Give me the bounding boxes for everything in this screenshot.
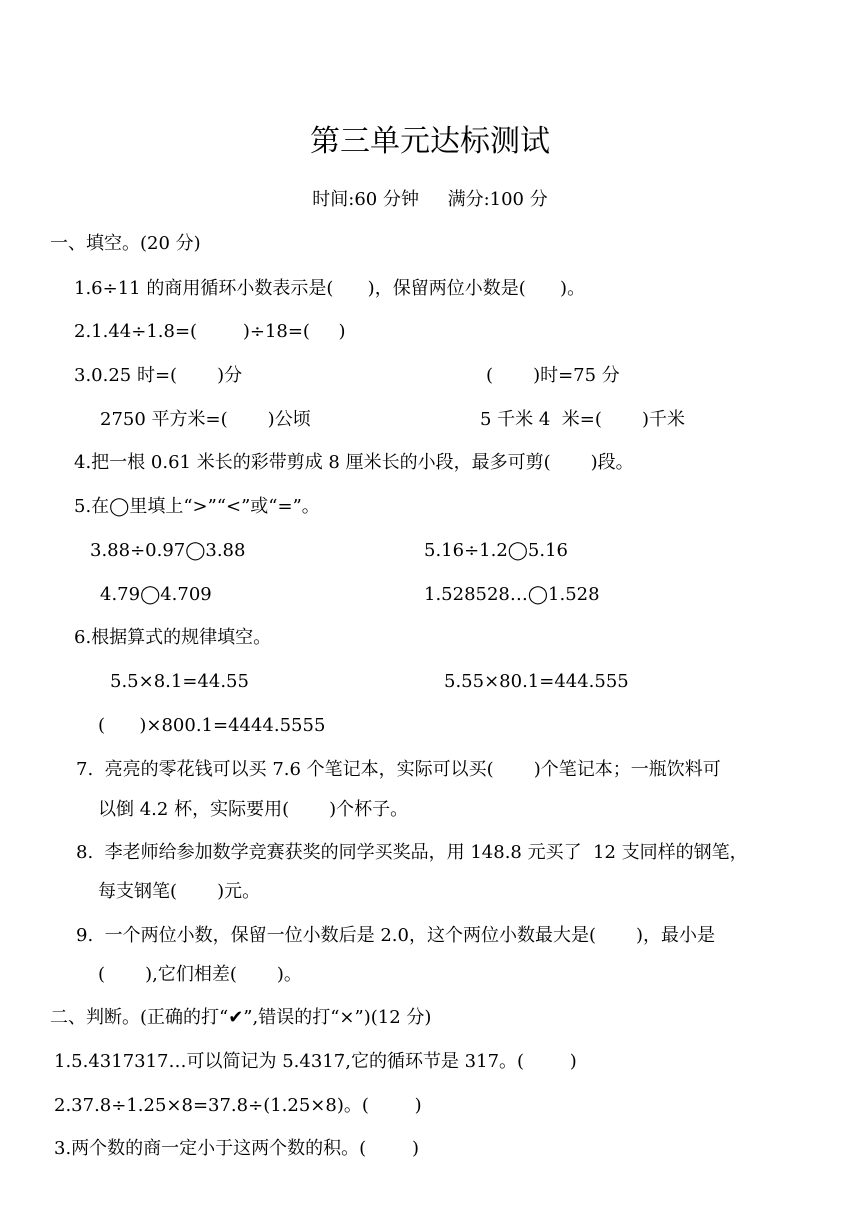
question-6: 6.根据算式的规律填空。 (74, 627, 272, 648)
question-9-line-2: ( ),它们相差( )。 (98, 964, 302, 985)
question-6a: 5.5×8.1=44.55 (110, 671, 249, 692)
question-3a: 3.0.25 时=( )分 (74, 365, 243, 386)
question-7-line-1: 7. 亮亮的零花钱可以买 7.6 个笔记本，实际可以买( )个笔记本；一瓶饮料可 (76, 759, 721, 780)
judge-question-1: 1.5.4317317…可以简记为 5.4317̇,它的循环节是 317。( ) (54, 1051, 577, 1072)
page-title: 第三单元达标测试 (310, 124, 550, 159)
question-8-line-1: 8. 李老师给参加数学竞赛获奖的同学买奖品，用 148.8 元买了 12 支同样的钢笔， (76, 842, 748, 863)
question-4: 4.把一根 0.61 米长的彩带剪成 8 厘米长的小段，最多可剪( )段。 (74, 452, 634, 473)
question-3c: 2750 平方米=( )公顷 (100, 409, 311, 430)
question-5a: 3.88÷0.97◯3.88 (90, 540, 246, 561)
question-5c: 4.79◯4.709 (100, 584, 212, 605)
question-2: 2.1.44÷1.8=( )÷18=( ) (74, 321, 346, 342)
section-2-heading: 二、判断。(正确的打“✔”,错误的打“×”)(12 分) (50, 1007, 432, 1028)
judge-question-2: 2.37.8÷1.25×8=37.8÷(1.25×8)。( ) (54, 1095, 422, 1116)
section-1-heading: 一、填空。(20 分) (50, 233, 201, 254)
question-3d: 5 千米 4 米=( )千米 (480, 409, 685, 430)
question-1: 1.6÷11 的商用循环小数表示是( )，保留两位小数是( )。 (74, 278, 586, 299)
question-3b: ( )时=75 分 (486, 365, 620, 386)
question-5b: 5.16÷1.2◯5.16 (424, 540, 569, 561)
question-5: 5.在◯里填上“>”“<”或“=”。 (74, 496, 320, 517)
question-6b: 5.55×80.1=444.555 (444, 671, 629, 692)
question-6c: ( )×800.1=4444.5555 (98, 715, 326, 736)
judge-question-3: 3.两个数的商一定小于这两个数的积。( ) (54, 1138, 419, 1159)
question-5d: 1.528528…◯1.528 (424, 584, 600, 605)
question-7-line-2: 以倒 4.2 杯，实际要用( )个杯子。 (98, 799, 409, 820)
question-9-line-1: 9. 一个两位小数，保留一位小数后是 2.0，这个两位小数最大是( )，最小是 (76, 925, 716, 946)
question-8-line-2: 每支钢笔( )元。 (98, 881, 261, 902)
exam-time-info: 时间:60 分钟 满分:100 分 (312, 189, 548, 210)
